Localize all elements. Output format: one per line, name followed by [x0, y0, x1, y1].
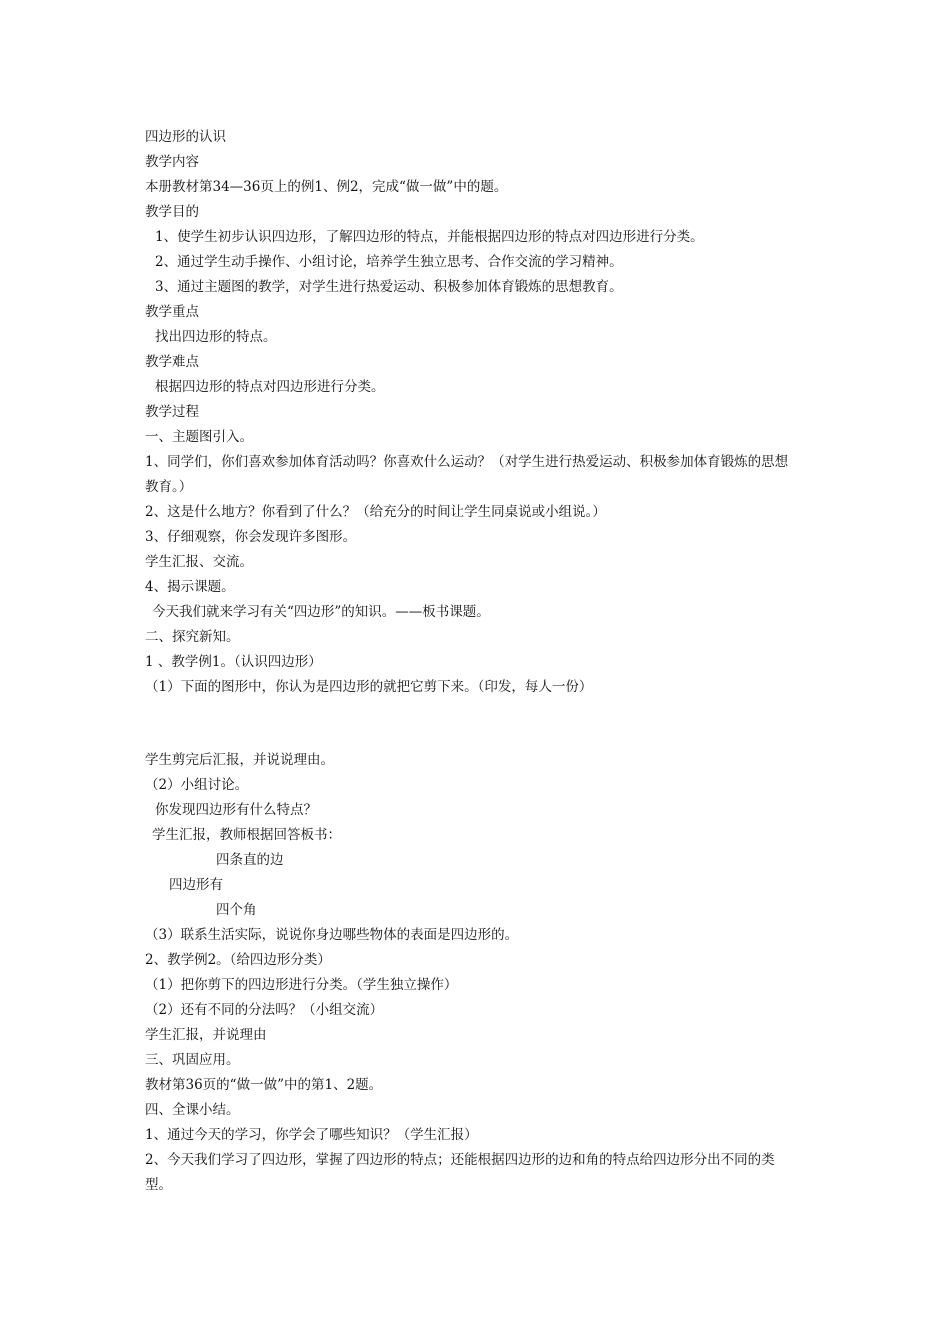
paragraph: 2、今天我们学习了四边形，掌握了四边形的特点；还能根据四边形的边和角的特点给四边形分出不同的类	[145, 1152, 775, 1168]
section-heading-process: 教学过程	[145, 404, 199, 420]
step-heading: 一、主题图引入。	[145, 429, 253, 445]
paragraph: 3、仔细观察，你会发现许多图形。	[145, 529, 357, 545]
paragraph: 学生汇报，教师根据回答板书：	[152, 827, 341, 843]
paragraph-continuation: 教育。）	[145, 479, 193, 495]
paragraph: 1 、教学例1。（认识四边形）	[145, 654, 322, 670]
section-heading-difficulty: 教学难点	[145, 354, 199, 370]
section-heading-goals: 教学目的	[145, 204, 199, 220]
board-note: 四边形有	[169, 877, 223, 893]
paragraph: 2、教学例2。（给四边形分类）	[145, 952, 331, 968]
paragraph-continuation: 型。	[145, 1177, 172, 1193]
paragraph: 教材第36页的“做一做”中的第1、2题。	[145, 1077, 383, 1093]
step-heading: 二、探究新知。	[145, 629, 240, 645]
paragraph: 学生汇报，并说理由	[145, 1027, 267, 1043]
paragraph: 学生汇报、交流。	[145, 554, 253, 570]
paragraph: 4、揭示课题。	[145, 579, 235, 595]
list-item: 1、使学生初步认识四边形，了解四边形的特点，并能根据四边形的特点对四边形进行分类。	[155, 229, 704, 245]
list-item: 2、通过学生动手操作、小组讨论，培养学生独立思考、合作交流的学习精神。	[155, 254, 623, 270]
doc-title: 四边形的认识	[145, 129, 226, 145]
board-note: 四个角	[216, 902, 257, 918]
step-heading: 三、巩固应用。	[145, 1052, 240, 1068]
list-item: 3、通过主题图的教学，对学生进行热爱运动、积极参加体育锻炼的思想教育。	[155, 279, 623, 295]
paragraph: （2）还有不同的分法吗？（小组交流）	[145, 1002, 384, 1018]
paragraph: 找出四边形的特点。	[155, 329, 277, 345]
section-heading-content: 教学内容	[145, 154, 199, 170]
paragraph: 你发现四边形有什么特点？	[155, 802, 317, 818]
paragraph: 1、通过今天的学习，你学会了哪些知识？（学生汇报）	[145, 1127, 478, 1143]
paragraph: 1、同学们，你们喜欢参加体育活动吗？你喜欢什么运动？（对学生进行热爱运动、积极参加体育锻炼的思想	[145, 454, 789, 470]
step-heading: 四、全课小结。	[145, 1102, 240, 1118]
paragraph: 本册教材第34—36页上的例1、例2，完成“做一做”中的题。	[145, 179, 508, 195]
paragraph: 2、这是什么地方？你看到了什么？（给充分的时间让学生同桌说或小组说。）	[145, 504, 606, 520]
paragraph: （2）小组讨论。	[145, 777, 249, 793]
paragraph: 今天我们就来学习有关“四边形”的知识。——板书课题。	[152, 604, 490, 620]
paragraph: （1）把你剪下的四边形进行分类。（学生独立操作）	[145, 977, 458, 993]
board-note: 四条直的边	[216, 852, 284, 868]
paragraph: （3）联系生活实际，说说你身边哪些物体的表面是四边形的。	[145, 927, 519, 943]
paragraph: 根据四边形的特点对四边形进行分类。	[155, 379, 385, 395]
section-heading-key: 教学重点	[145, 304, 199, 320]
paragraph: 学生剪完后汇报，并说说理由。	[145, 752, 334, 768]
paragraph: （1）下面的图形中，你认为是四边形的就把它剪下来。（印发，每人一份）	[145, 679, 593, 695]
